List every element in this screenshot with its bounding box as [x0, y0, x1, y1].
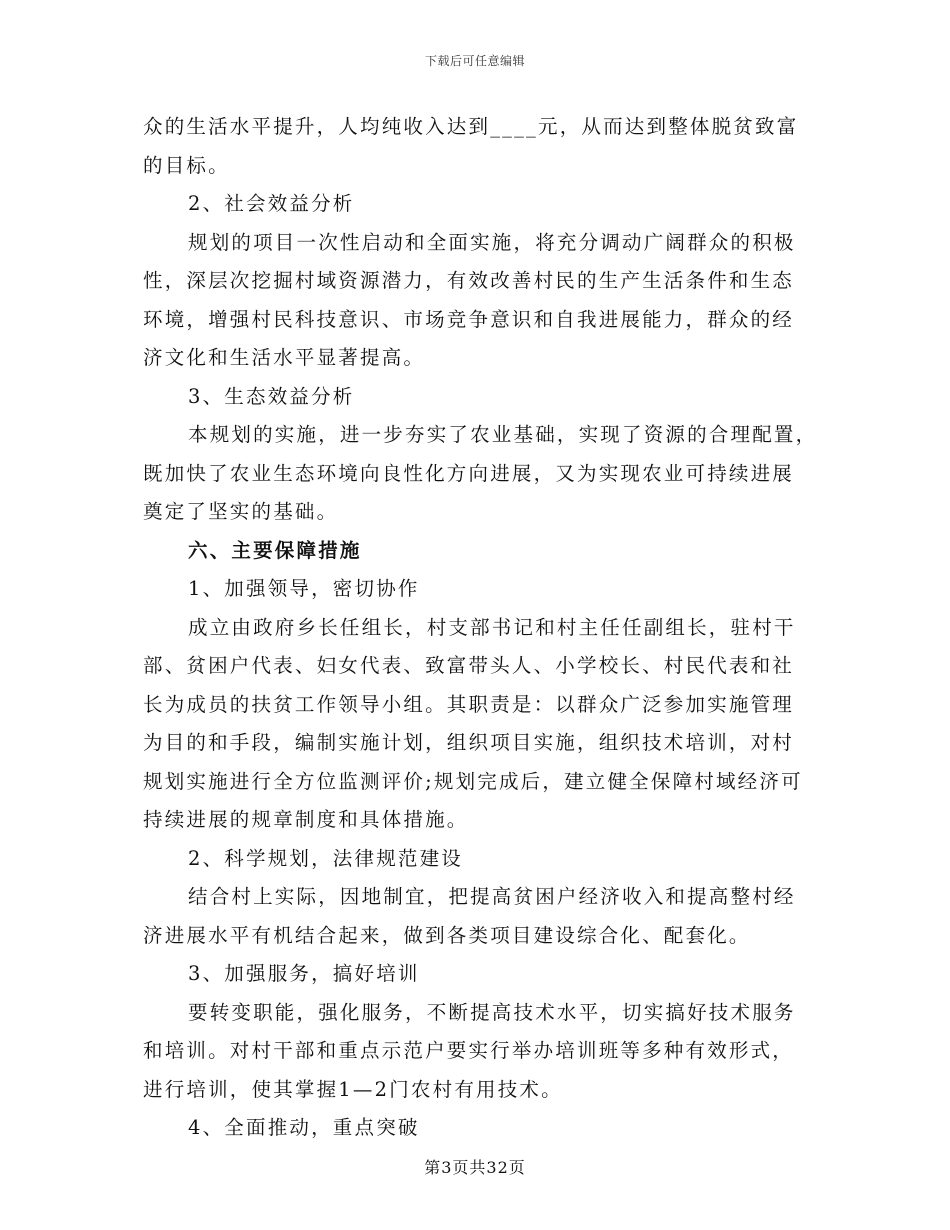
- paragraph-line: 性，深层次挖掘村域资源潜力，有效改善村民的生产生活条件和生态: [143, 269, 795, 292]
- paragraph-line: 本规划的实施，进一步夯实了农业基础，实现了资源的合理配置，: [188, 423, 818, 446]
- paragraph-line: 规划的项目一次性启动和全面实施，将充分调动广阔群众的积极: [188, 230, 796, 254]
- chapter-heading: 六、主要保障措施: [188, 538, 362, 562]
- section-heading: 4、全面推动，重点突破: [188, 1116, 420, 1139]
- section-heading: 3、生态效益分析: [188, 384, 355, 408]
- section-heading: 2、科学规划，法律规范建设: [188, 846, 464, 870]
- paragraph-line: 济文化和生活水平显著提高。: [143, 346, 426, 369]
- paragraph-line: 成立由政府乡长任组长，村支部书记和村主任任副组长，驻村干: [188, 615, 796, 639]
- paragraph-line: 规划实施进行全方位监测评价;规划完成后，建立健全保障村域经济可: [143, 769, 803, 793]
- paragraph-line: 要转变职能，强化服务，不断提高技术水平，切实搞好技术服务: [188, 1000, 796, 1024]
- page-number-footer: 第3页共32页: [424, 1158, 526, 1177]
- paragraph-line: 进行培训，使其掌握1—2门农村有用技术。: [143, 1077, 563, 1101]
- paragraph-line: 结合村上实际，因地制宜，把提高贫困户经济收入和提高整村经: [188, 885, 796, 908]
- paragraph-line: 既加快了农业生态环境向良性化方向进展，又为实现农业可持续进展: [143, 461, 795, 485]
- paragraph-line: 奠定了坚实的基础。: [143, 500, 339, 523]
- paragraph-line: 部、贫困户代表、妇女代表、致富带头人、小学校长、村民代表和社: [143, 654, 795, 677]
- paragraph-line: 和培训。对村干部和重点示范户要实行举办培训班等多种有效形式，: [143, 1039, 795, 1062]
- header-note: 下载后可任意编辑: [424, 54, 525, 68]
- paragraph-line: 众的生活水平提升，人均纯收入达到____元，从而达到整体脱贫致富: [143, 115, 799, 138]
- section-heading: 2、社会效益分析: [188, 192, 355, 215]
- paragraph-line: 长为成员的扶贫工作领导小组。其职责是：以群众广泛参加实施管理: [143, 692, 795, 716]
- paragraph-line: 济进展水平有机结合起来，做到各类项目建设综合化、配套化。: [143, 923, 751, 947]
- paragraph-line: 持续进展的规章制度和具体措施。: [143, 808, 469, 831]
- section-heading: 1、加强领导，密切协作: [188, 577, 420, 600]
- paragraph-line: 为目的和手段，编制实施计划，组织项目实施，组织技术培训，对村: [143, 731, 795, 754]
- paragraph-line: 的目标。: [143, 153, 230, 177]
- section-heading: 3、加强服务，搞好培训: [188, 962, 420, 985]
- paragraph-line: 环境，增强村民科技意识、市场竞争意识和自我进展能力，群众的经: [143, 307, 795, 331]
- document-body: [143, 108, 818, 1148]
